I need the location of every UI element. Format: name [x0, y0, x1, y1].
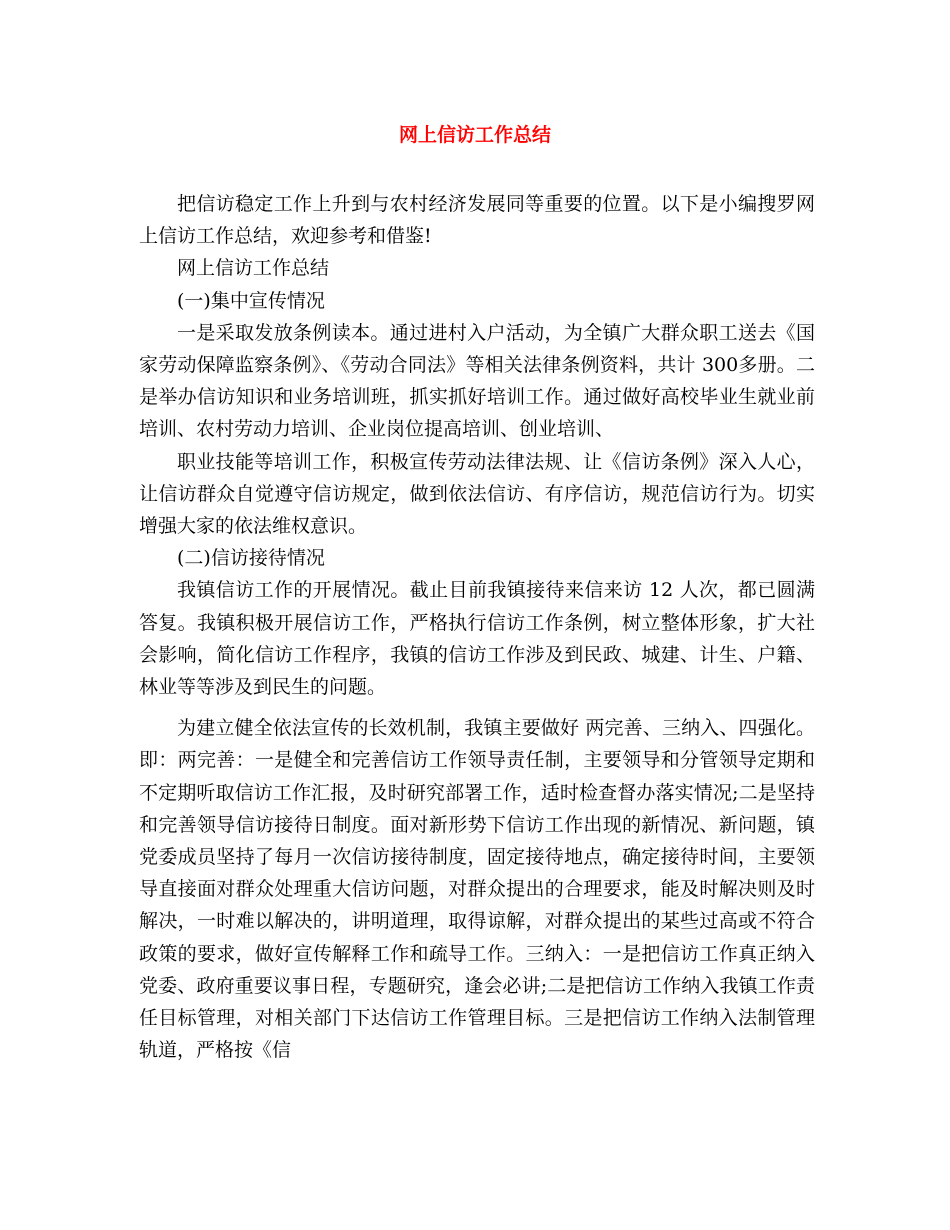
paragraph-reception: 我镇信访工作的开展情况。截止目前我镇接待来信来访 12 人次，都已圆满答复。我镇积极开展信访工作，严格执行信访工作条例，树立整体形象，扩大社会影响，简化信访工作程序，我镇的信访工作涉及到民政、城建、计生、户籍、林业等等涉及到民生的问题。	[139, 579, 815, 699]
section-heading-publicity: (一)集中宣传情况	[177, 289, 325, 312]
paragraph-subtitle: 网上信访工作总结	[177, 257, 330, 280]
paragraph-publicity-2: 职业技能等培训工作，积极宣传劳动法律法规、让《信访条例》深入人心，让信访群众自觉遵守信访规定，做到依法信访、有序信访，规范信访行为。切实增强大家的依法维权意识。	[139, 450, 815, 538]
section-heading-reception: (二)信访接待情况	[177, 547, 325, 570]
paragraph-publicity-1: 一是采取发放条例读本。通过进村入户活动，为全镇广大群众职工送去《国家劳动保障监察条例》、《劳动合同法》等相关法律条例资料，共计 300多册。二是举办信访知识和业务培训班，抓实抓好培训工作。通过做好高校毕业生就业前培训、农村劳动力培训、企业岗位提高培训、创业培训、	[139, 321, 815, 441]
document-body	[139, 188, 815, 1066]
paragraph-mechanism: 为建立健全依法宣传的长效机制，我镇主要做好 两完善、三纳入、四强化。即：两完善：一是健全和完善信访工作领导责任制，主要领导和分管领导定期和不定期听取信访工作汇报，及时研究部署工作，适时检查督办落实情况;二是坚持和完善领导信访接待日制度。面对新形势下信访工作出现的新情况、新问题，镇党委成员坚持了每月一次信访接待制度，固定接待地点，确定接待时间，主要领导直接面对群众处理重大信访问题，对群众提出的合理要求，能及时解决则及时解决，一时难以解决的，讲明道理，取得谅解，对群众提出的某些过高或不符合政策的要求，做好宣传解释工作和疏导工作。三纳入：一是把信访工作真正纳入党委、政府重要议事日程，专题研究，逢会必讲;二是把信访工作纳入我镇工作责任目标管理，对相关部门下达信访工作管理目标。三是把信访工作纳入法制管理轨道，严格按《信	[139, 717, 815, 1062]
document-title: 网上信访工作总结	[398, 124, 551, 146]
paragraph-intro: 把信访稳定工作上升到与农村经济发展同等重要的位置。以下是小编搜罗网上信访工作总结，欢迎参考和借鉴!	[139, 193, 815, 248]
